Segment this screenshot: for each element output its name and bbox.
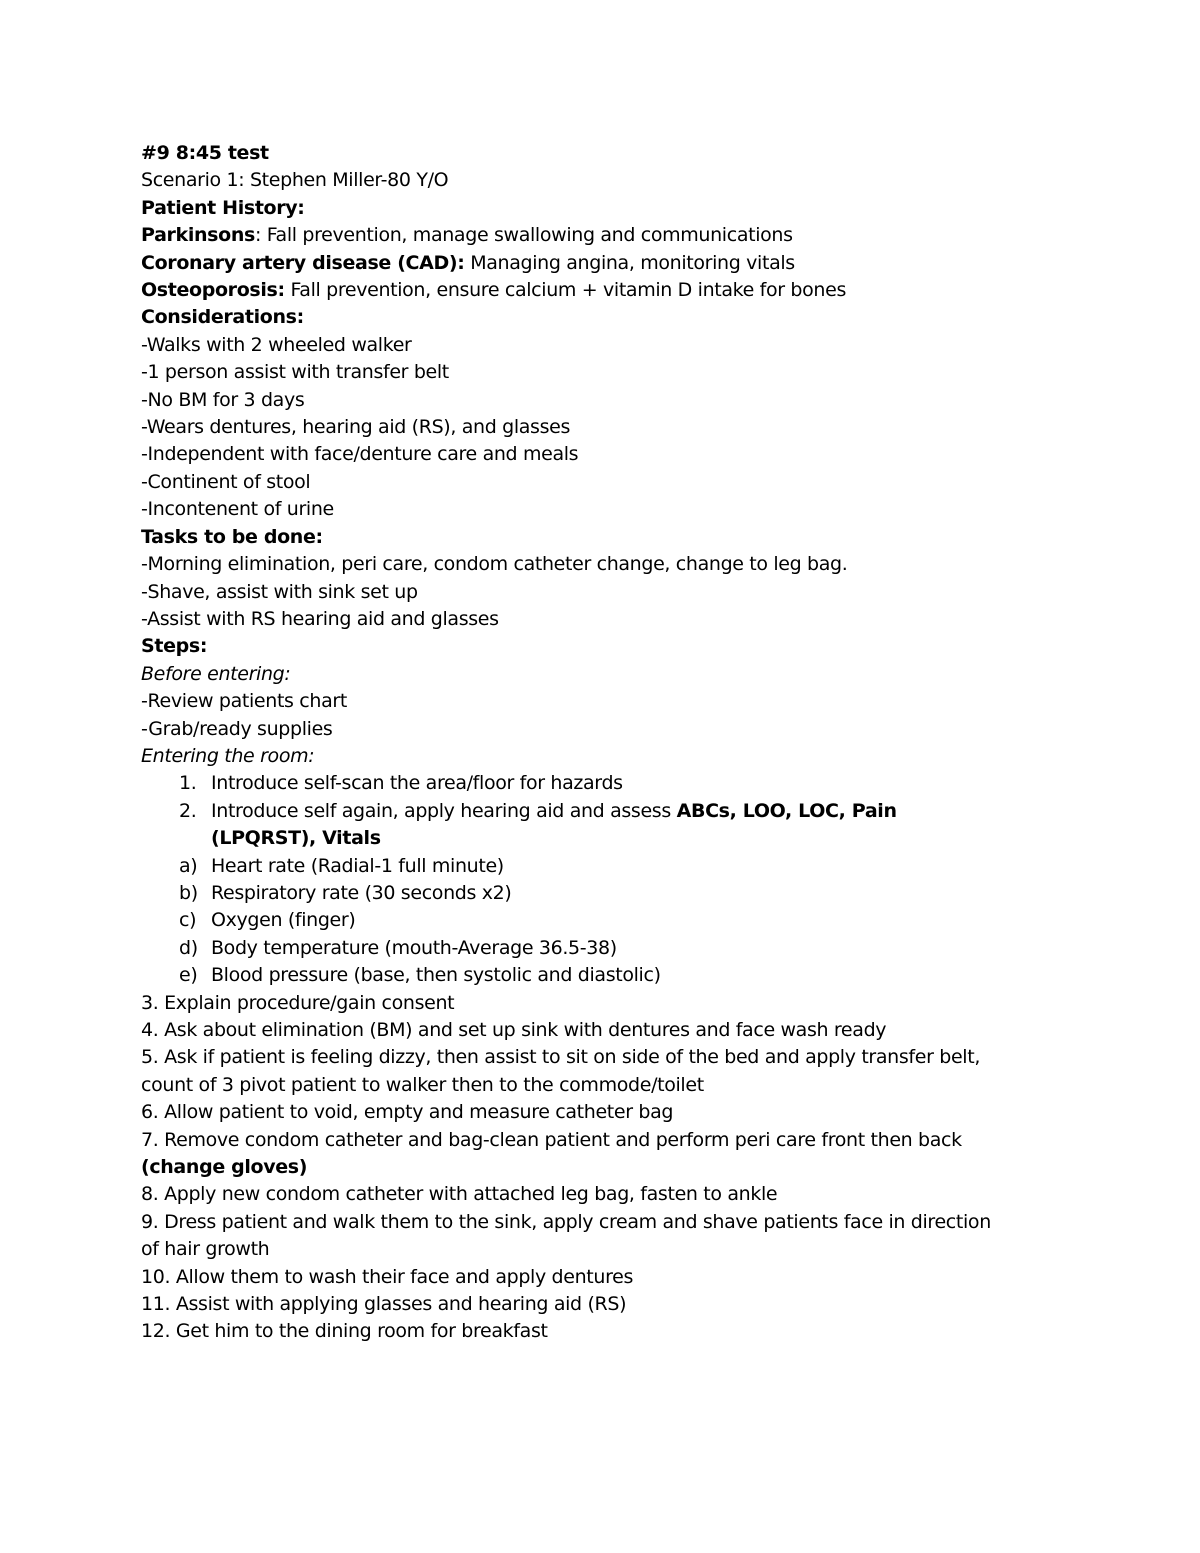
step-marker: 1.	[179, 772, 197, 795]
consideration-item: -1 person assist with transfer belt	[141, 361, 449, 384]
consideration-item: -Independent with face/denture care and meals	[141, 443, 579, 466]
change-gloves-note: (change gloves)	[141, 1156, 308, 1179]
vital-item	[141, 907, 1071, 934]
step-line: 12. Get him to the dining room for breakfast	[141, 1320, 548, 1343]
document-title: #9 8:45 test	[141, 142, 269, 164]
step-line: 4. Ask about elimination (BM) and set up sink with dentures and face wash ready	[141, 1019, 887, 1041]
task-item: -Assist with RS hearing aid and glasses	[141, 607, 499, 630]
history-label: Osteoporosis:	[141, 279, 285, 302]
entering-room-heading: Entering the room:	[141, 744, 315, 767]
vital-item	[141, 962, 1071, 989]
numbered-step-continuation	[141, 825, 1071, 852]
step-marker: 2.	[179, 799, 197, 822]
step-line: 11. Assist with applying glasses and hearing aid (RS)	[141, 1293, 627, 1316]
vital-text: Respiratory rate (30 seconds x2)	[211, 881, 512, 904]
assessment-list-continued: (LPQRST), Vitals	[211, 827, 381, 850]
step-line: 8. Apply new condom catheter with attached leg bag, fasten to ankle	[141, 1183, 778, 1206]
numbered-step	[141, 798, 1071, 825]
before-entering-heading: Before entering:	[141, 662, 291, 685]
history-text: : Fall prevention, manage swallowing and communications	[254, 224, 793, 247]
history-text: Fall prevention, ensure calcium + vitamin D intake for bones	[284, 279, 846, 302]
vital-text: Blood pressure (base, then systolic and diastolic)	[211, 964, 661, 987]
scenario-line: Scenario 1: Stephen Miller-80 Y/O	[141, 169, 449, 192]
consideration-item: -Wears dentures, hearing aid (RS), and glasses	[141, 416, 571, 439]
history-label: Coronary artery disease (CAD):	[141, 251, 465, 274]
vital-marker: e)	[179, 964, 198, 987]
step-text: Introduce self-scan the area/floor for hazards	[211, 772, 623, 795]
step-line: 9. Dress patient and walk them to the sink, apply cream and shave patients face in direction	[141, 1210, 991, 1233]
step-line: 6. Allow patient to void, empty and measure catheter bag	[141, 1101, 674, 1124]
numbered-step	[141, 770, 1071, 797]
history-item	[141, 222, 1071, 249]
document-body	[141, 140, 1071, 1346]
task-item: -Shave, assist with sink set up	[141, 580, 418, 603]
consideration-item: -Continent of stool	[141, 470, 311, 493]
vital-text: Oxygen (finger)	[211, 909, 356, 932]
tasks-heading: Tasks to be done:	[141, 525, 323, 548]
steps-heading: Steps:	[141, 635, 208, 658]
step-text: Introduce self again, apply hearing aid and assess	[211, 799, 677, 822]
vital-text: Body temperature (mouth-Average 36.5-38)	[211, 936, 617, 959]
task-item: -Morning elimination, peri care, condom catheter change, change to leg bag.	[141, 553, 848, 576]
consideration-item: -Walks with 2 wheeled walker	[141, 333, 412, 356]
consideration-item: -No BM for 3 days	[141, 388, 305, 411]
vital-item	[141, 880, 1071, 907]
history-item	[141, 277, 1071, 304]
step-line: of hair growth	[141, 1238, 270, 1261]
assessment-list: ABCs, LOO, LOC, Pain	[676, 799, 897, 822]
before-item: -Grab/ready supplies	[141, 717, 333, 740]
vital-item	[141, 935, 1071, 962]
step-line: 10. Allow them to wash their face and apply dentures	[141, 1265, 634, 1288]
vital-marker: b)	[179, 881, 198, 904]
considerations-heading: Considerations:	[141, 306, 304, 329]
vital-marker: a)	[179, 854, 198, 877]
consideration-item: -Incontenent of urine	[141, 498, 334, 521]
step-line: count of 3 pivot patient to walker then to the commode/toilet	[141, 1073, 704, 1096]
vital-item	[141, 853, 1071, 880]
history-label: Parkinsons	[141, 224, 255, 247]
step-line: 7. Remove condom catheter and bag-clean patient and perform peri care front then back	[141, 1128, 962, 1151]
step-line: 5. Ask if patient is feeling dizzy, then assist to sit on side of the bed and apply transfer belt,	[141, 1046, 981, 1069]
history-text: Managing angina, monitoring vitals	[464, 251, 795, 274]
history-heading: Patient History:	[141, 196, 305, 219]
vital-marker: d)	[179, 936, 198, 959]
before-item: -Review patients chart	[141, 690, 347, 713]
vital-marker: c)	[179, 909, 197, 932]
vital-text: Heart rate (Radial-1 full minute)	[211, 854, 504, 877]
history-item	[141, 250, 1071, 277]
step-line: 3. Explain procedure/gain consent	[141, 991, 455, 1014]
